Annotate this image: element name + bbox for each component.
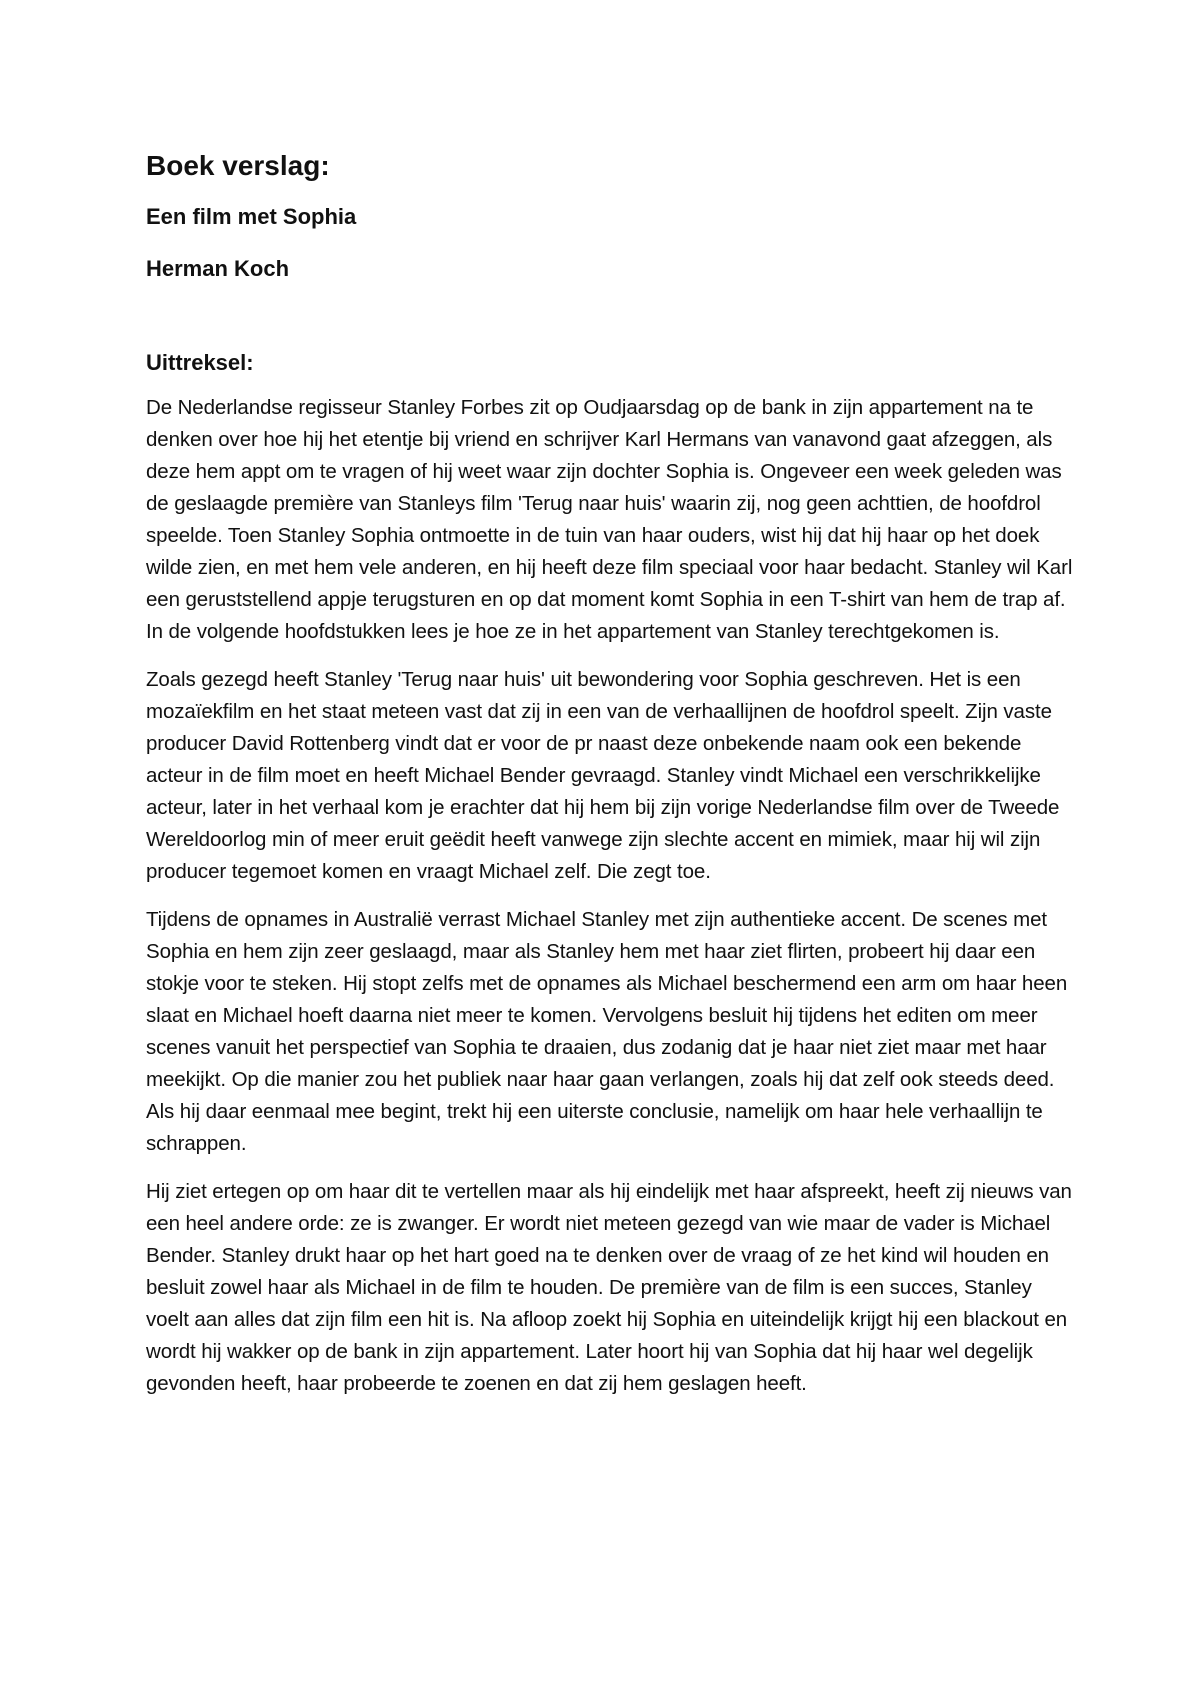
section-heading-uittreksel: Uittreksel: <box>146 350 254 375</box>
paragraph: Zoals gezegd heeft Stanley 'Terug naar huis' uit bewondering voor Sophia geschreven. Het is een mozaïekfilm en het staat meteen vast dat zij in een van de verhaallijnen de hoofdrol speelt. Zijn vaste producer David Rottenberg vindt dat er voor de pr naast deze onbekende naam ook een bekende acteur in de film moet en heeft Michael Bender gevraagd. Stanley vindt Michael een verschrikkelijke acteur, later in het verhaal kom je erachter dat hij hem bij zijn vorige Nederlandse film over de Tweede Wereldoorlog min of meer eruit geëdit heeft vanwege zijn slechte accent en mimiek, maar hij wil zijn producer tegemoet komen en vraagt Michael zelf. Die zegt toe. <box>146 668 1060 883</box>
document-title: Boek verslag: <box>146 150 330 181</box>
document-body <box>146 148 1076 1416</box>
book-title: Een film met Sophia <box>146 204 357 229</box>
paragraph: De Nederlandse regisseur Stanley Forbes zit op Oudjaarsdag op de bank in zijn appartement na te denken over hoe hij het etentje bij vriend en schrijver Karl Hermans van vanavond gaat afzeggen, als deze hem appt om te vragen of hij weet waar zijn dochter Sophia is. Ongeveer een week geleden was de geslaagde première van Stanleys film 'Terug naar huis' waarin zij, nog geen achttien, de hoofdrol speelde. Toen Stanley Sophia ontmoette in de tuin van haar ouders, wist hij dat hij haar op het doek wilde zien, en met hem vele anderen, en hij heeft deze film speciaal voor haar bedacht. Stanley wil Karl een geruststellend appje terugsturen en op dat moment komt Sophia in een T-shirt van hem de trap af. In de volgende hoofdstukken lees je hoe ze in het appartement van Stanley terechtgekomen is. <box>146 396 1073 643</box>
paragraph: Tijdens de opnames in Australië verrast Michael Stanley met zijn authentieke accent. De scenes met Sophia en hem zijn zeer geslaagd, maar als Stanley hem met haar ziet flirten, probeert hij daar een stokje voor te steken. Hij stopt zelfs met de opnames als Michael beschermend een arm om haar heen slaat en Michael hoeft daarna niet meer te komen. Vervolgens besluit hij tijdens het editen om meer scenes vanuit het perspectief van Sophia te draaien, dus zodanig dat je haar niet ziet maar met haar meekijkt. Op die manier zou het publiek naar haar gaan verlangen, zoals hij dat zelf ook steeds deed. Als hij daar eenmaal mee begint, trekt hij een uiterste conclusie, namelijk om haar hele verhaallijn te schrappen. <box>146 908 1068 1155</box>
book-author: Herman Koch <box>146 256 290 281</box>
paragraph: Hij ziet ertegen op om haar dit te vertellen maar als hij eindelijk met haar afspreekt, heeft zij nieuws van een heel andere orde: ze is zwanger. Er wordt niet meteen gezegd van wie maar de vader is Michael Bender. Stanley drukt haar op het hart goed na te denken over de vraag of ze het kind wil houden en besluit zowel haar als Michael in de film te houden. De première van de film is een succes, Stanley voelt aan alles dat zijn film een hit is. Na afloop zoekt hij Sophia en uiteindelijk krijgt hij een blackout en wordt hij wakker op de bank in zijn appartement. Later hoort hij van Sophia dat hij haar wel degelijk gevonden heeft, haar probeerde te zoenen en dat zij hem geslagen heeft. <box>146 1180 1072 1395</box>
